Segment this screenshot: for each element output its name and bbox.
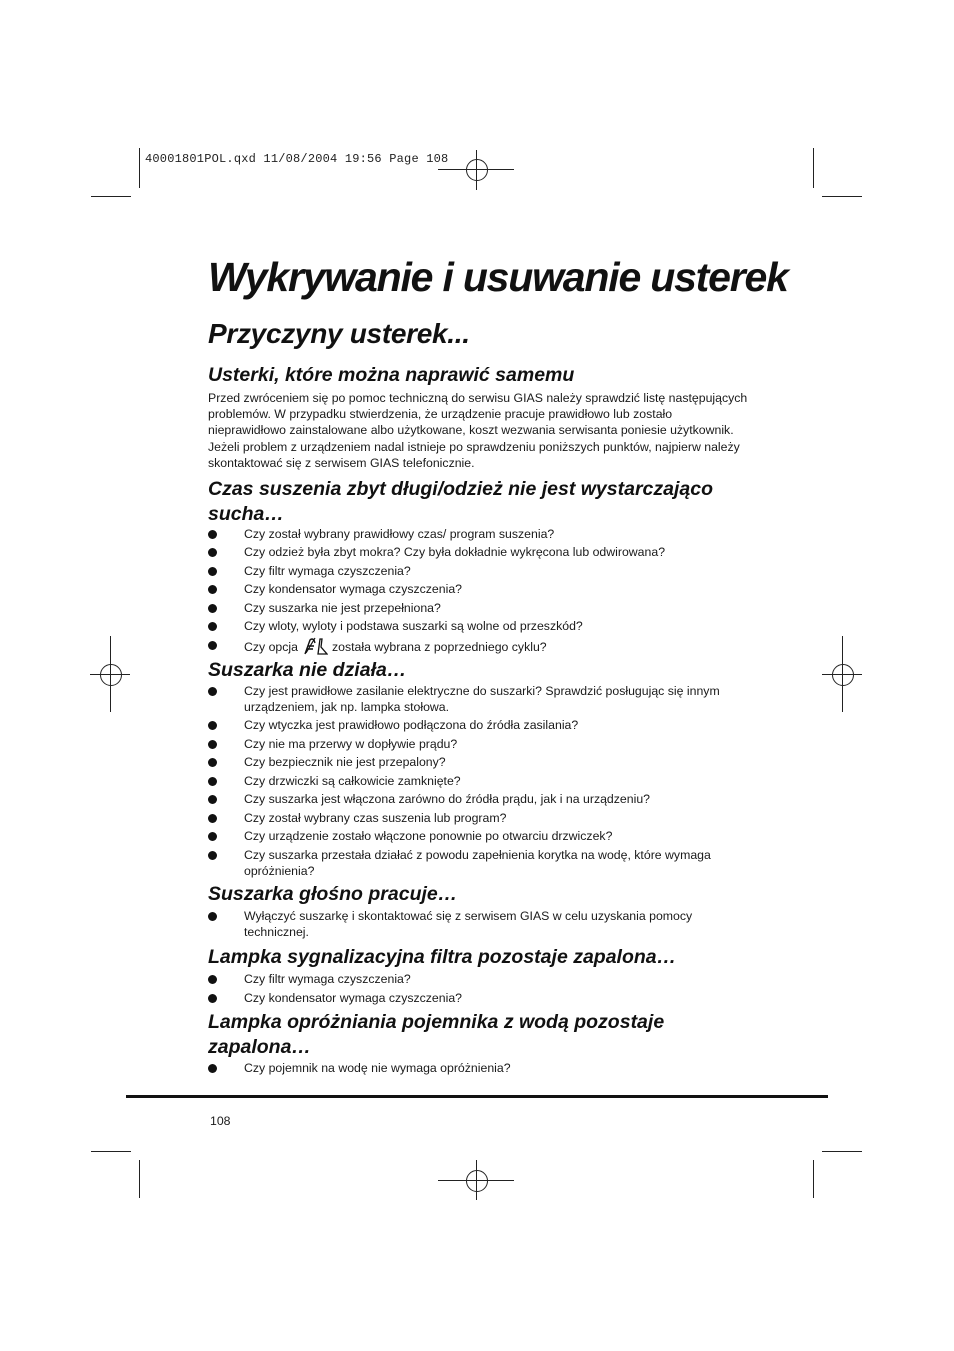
bullet-icon [208, 994, 217, 1003]
bullet-icon [208, 622, 217, 631]
crop-mark [139, 1160, 140, 1198]
bullet-icon [208, 530, 217, 539]
list-item: Czy nie ma przerwy w dopływie prądu? [0, 736, 954, 755]
bullet-icon [208, 777, 217, 786]
checklist-noisy [0, 908, 954, 942]
checklist-not-working [0, 683, 954, 881]
list-item: Czy został wybrany czas suszenia lub program? [0, 810, 954, 829]
bullet-icon [208, 604, 217, 613]
bullet-icon [208, 851, 217, 860]
intro-paragraph: Przed zwróceniem się po pomoc techniczną do serwisu GIAS należy sprawdzić listę następujących problemów. W przypadku stwierdzenia, że urządzenie pracuje prawidłowo lub zostało nieprawidłowo zainstalowane albo użytkowane, koszt wezwania serwisanta poniesie użytkownik. Jeżeli problem z urządzeniem nadal istnieje po sprawdzeniu poniższych punktów, najpierw należy skontaktować się z serwisem GIAS telefonicznie. [208, 391, 748, 470]
list-item: Czy wloty, wyloty i podstawa suszarki są wolne od przeszkód? [0, 618, 954, 637]
checklist-water-container-light [0, 1060, 954, 1078]
page-title: Wykrywanie i usuwanie usterek [208, 254, 788, 300]
list-item: Czy odzież była zbyt mokra? Czy była dokładnie wykręcona lub odwirowana? [0, 544, 954, 563]
crop-mark [822, 1151, 862, 1152]
list-item: Czy pojemnik na wodę nie wymaga opróżnienia? [0, 1060, 954, 1078]
bullet-icon [208, 721, 217, 730]
bullet-icon [208, 641, 217, 650]
section-heading-noisy: Suszarka głośno pracuje… [208, 883, 458, 905]
bullet-icon [208, 548, 217, 557]
list-item: Czy został wybrany prawidłowy czas/ program suszenia? [0, 526, 954, 544]
bullet-icon [208, 567, 217, 576]
list-item: Czy suszarka jest włączona zarówno do źródła prądu, jak i na urządzeniu? [0, 791, 954, 810]
bullet-icon [208, 740, 217, 749]
bullet-icon [208, 814, 217, 823]
list-item: Czy kondensator wymaga czyszczenia? [0, 990, 954, 1009]
bullet-icon [208, 912, 217, 921]
list-item: Czy jest prawidłowe zasilanie elektryczne do suszarki? Sprawdzić posługując się innym urządzeniem, jak np. lampka stołowa. [0, 683, 954, 717]
list-item: Czy suszarka przestała działać z powodu zapełnienia korytka na wodę, które wymaga opróżnienia? [0, 847, 954, 881]
crop-mark [91, 196, 131, 197]
bullet-icon [208, 975, 217, 984]
section-heading-not-working: Suszarka nie działa… [208, 659, 407, 681]
list-item: Wyłączyć suszarkę i skontaktować się z serwisem GIAS w celu uzyskania pomocy technicznej. [0, 908, 954, 942]
list-item: Czy bezpiecznik nie jest przepalony? [0, 754, 954, 773]
list-item: Czy suszarka nie jest przepełniona? [0, 600, 954, 619]
checklist-drying-time [0, 526, 954, 655]
crop-mark [813, 1160, 814, 1198]
footer-rule [126, 1095, 828, 1098]
list-item: Czy wtyczka jest prawidłowo podłączona do źródła zasilania? [0, 717, 954, 736]
bullet-icon [208, 1064, 217, 1073]
bullet-icon [208, 758, 217, 767]
list-item: Czy kondensator wymaga czyszczenia? [0, 581, 954, 600]
bullet-icon [208, 832, 217, 841]
section-heading-drying-time: Czas suszenia zbyt długi/odzież nie jest wystarczająco sucha… [208, 478, 713, 525]
bullet-icon [208, 795, 217, 804]
bullet-icon [208, 687, 217, 696]
list-item: Czy urządzenie zostało włączone ponownie po otwarciu drzwiczek? [0, 828, 954, 847]
checklist-filter-light [0, 971, 954, 1008]
list-item: Czy filtr wymaga czyszczenia? [0, 563, 954, 582]
list-item: Czy filtr wymaga czyszczenia? [0, 971, 954, 990]
crop-mark [139, 148, 140, 188]
page-subtitle: Przyczyny usterek... [208, 318, 470, 349]
printer-slug: 40001801POL.qxd 11/08/2004 19:56 Page 108 [145, 152, 449, 166]
list-item: Czy opcja została wybrana z poprzedniego cyklu? [0, 637, 954, 655]
crop-mark [813, 148, 814, 188]
page-number: 108 [210, 1114, 231, 1128]
section-heading-water-container-light: Lampka opróżniania pojemnika z wodą pozostaje zapalona… [208, 1011, 665, 1058]
bullet-icon [208, 585, 217, 594]
crop-mark [822, 196, 862, 197]
list-item: Czy drzwiczki są całkowicie zamknięte? [0, 773, 954, 792]
crop-mark [91, 1151, 131, 1152]
section-heading-filter-light: Lampka sygnalizacyjna filtra pozostaje zapalona… [208, 946, 677, 968]
dryness-option-icon [304, 637, 328, 655]
intro-heading: Usterki, które można naprawić samemu [208, 364, 575, 386]
